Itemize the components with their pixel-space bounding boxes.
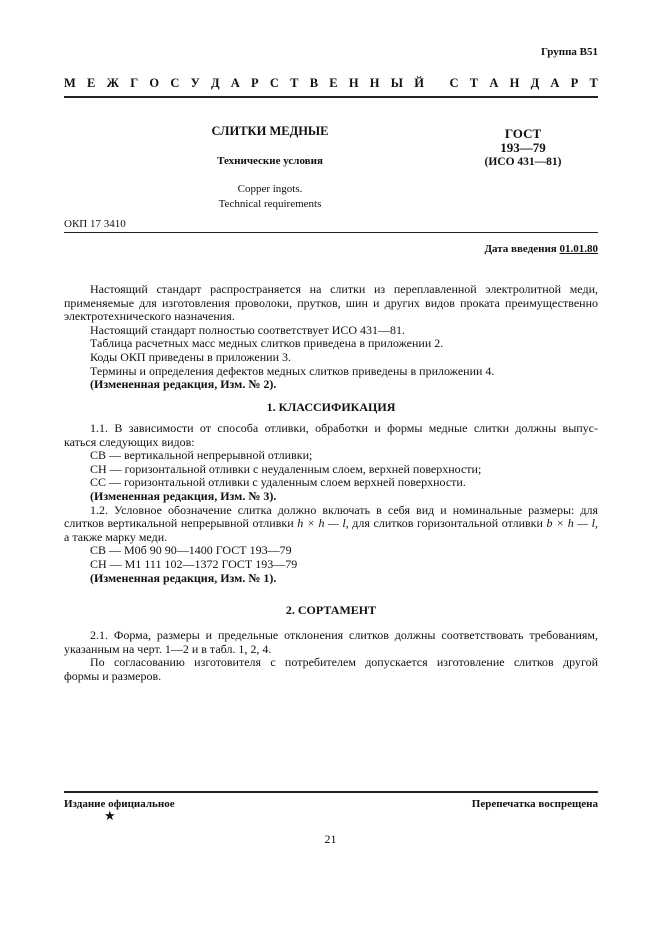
formula: h × h — l: [297, 516, 346, 531]
banner-letter: Д: [210, 76, 220, 90]
banner-letter: Г: [130, 76, 139, 90]
banner-letter: Р: [251, 76, 259, 90]
text-line: Коды ОКП приведены в приложении 3.: [90, 349, 292, 364]
text-line: Настоящий стандарт распространяется на слитки из переплавленной электролитной меди,: [90, 282, 598, 296]
official-edition-label: Издание официальное: [64, 798, 175, 810]
english-title-line: Copper ingots.: [237, 183, 303, 195]
text-line: СВ — вертикальной непрерывной отливки;: [90, 448, 313, 463]
interstate-standard-banner: [64, 76, 598, 91]
page-number: 21: [324, 832, 337, 846]
banner-letter: Н: [509, 76, 520, 90]
text-line: электротехнического назначения.: [64, 309, 235, 324]
banner-gap: [435, 76, 438, 91]
text-line: По согласованию изготовителя с потребителем допускается изготовление слитков другой: [90, 655, 598, 670]
banner-letter: Ы: [390, 76, 404, 90]
amendment-note: (Измененная редакция, Изм. № 3).: [90, 488, 277, 503]
star-icon: ★: [104, 808, 116, 823]
text-span: слитков вертикальной непрерывной отливки: [64, 516, 298, 531]
banner-letter: С: [449, 76, 459, 90]
text-span: , для слитков горизонтальной отливки: [345, 516, 547, 531]
section-heading: 2. СОРТАМЕНТ: [285, 603, 377, 617]
title-divider: [64, 232, 598, 233]
text-line: 1.1. В зависимости от способа отливки, обработки и формы медные слитки должны выпус-: [90, 421, 598, 435]
text-line: формы и размеров.: [64, 668, 162, 683]
banner-letter: А: [550, 76, 560, 90]
text-line: [64, 517, 598, 531]
title-block: [170, 124, 370, 212]
intro-section: [64, 282, 598, 392]
banner-letter: Н: [348, 76, 359, 90]
formula: b × h — l: [546, 516, 595, 531]
banner-letter: Т: [469, 76, 479, 90]
banner-letter: Т: [290, 76, 299, 90]
english-title: [170, 182, 370, 212]
text-line: а также марку меди.: [64, 529, 168, 544]
text-span: ,: [595, 516, 598, 531]
banner-letter: А: [489, 76, 499, 90]
iso-reference: (ИСО 431—81): [484, 156, 562, 168]
banner-letter: А: [230, 76, 240, 90]
text-line: применяемые для изготовления проволоки, прутков, шин и других видов проката преимущественно: [64, 295, 598, 310]
intro-date-value: 01.01.80: [559, 243, 598, 255]
amendment-note: (Измененная редакция, Изм. № 1).: [90, 570, 277, 585]
intro-date-label: Дата введения: [484, 243, 557, 255]
reprint-prohibited-label: Перепечатка воспрещена: [471, 798, 598, 810]
gost-number: 193—79: [500, 140, 546, 155]
banner-letter: Ж: [106, 76, 119, 90]
text-line: указанным на черт. 1—2 и в табл. 1, 2, 4.: [64, 641, 272, 656]
gost-designation: [478, 127, 568, 169]
banner-letter: В: [309, 76, 319, 90]
banner-letter: Е: [329, 76, 338, 90]
group-code: Группа В51: [540, 46, 598, 58]
banner-letter: С: [269, 76, 279, 90]
banner-letter: Н: [369, 76, 380, 90]
banner-letter: У: [190, 76, 200, 90]
text-line: каться следующих видов:: [64, 434, 195, 449]
text-line: СС — горизонтальной отливки с удаленным слоем верхней поверхности.: [90, 475, 466, 490]
text-line: 2.1. Форма, размеры и предельные отклонения слитков должны соответствовать требованиям,: [90, 628, 598, 642]
document-subtitle: Технические условия: [217, 155, 323, 167]
english-title-line: Technical requirements: [218, 198, 322, 210]
text-line: 1.2. Условное обозначение слитка должно включать в себя вид и номинальные размеры: для: [90, 502, 598, 517]
text-line: Таблица расчетных масс медных слитков приведена в приложении 2.: [90, 336, 444, 351]
amendment-note: (Измененная редакция, Изм. № 2).: [90, 377, 277, 392]
text-line: Термины и определения дефектов медных слитков приведены в приложении 4.: [90, 363, 495, 378]
banner-letter: М: [64, 76, 76, 90]
footer-divider: [64, 791, 598, 793]
example-line: СВ — М0б 90 90—1400 ГОСТ 193—79: [90, 543, 292, 558]
banner-letter: Д: [530, 76, 540, 90]
document-title: СЛИТКИ МЕДНЫЕ: [211, 124, 329, 138]
banner-letter: Р: [570, 76, 579, 90]
header-divider: [64, 96, 598, 98]
section-heading: 1. КЛАССИФИКАЦИЯ: [266, 400, 396, 414]
banner-letter: О: [149, 76, 160, 90]
gost-label: ГОСТ: [504, 126, 542, 141]
banner-letter: Е: [87, 76, 96, 90]
banner-letter: Т: [589, 76, 598, 90]
okp-code: ОКП 17 3410: [64, 218, 126, 230]
example-line: СН — М1 111 102—1372 ГОСТ 193—79: [90, 556, 298, 571]
assortment-section: [64, 628, 598, 683]
text-line: Настоящий стандарт полностью соответствует ИСО 431—81.: [90, 322, 406, 337]
banner-letter: С: [170, 76, 180, 90]
introduction-date: [484, 243, 598, 255]
banner-letter: Й: [414, 76, 424, 90]
classification-section: [64, 421, 598, 585]
text-line: СН — горизонтальной отливки с неудаленным слоем, верхней поверхности;: [90, 461, 482, 476]
